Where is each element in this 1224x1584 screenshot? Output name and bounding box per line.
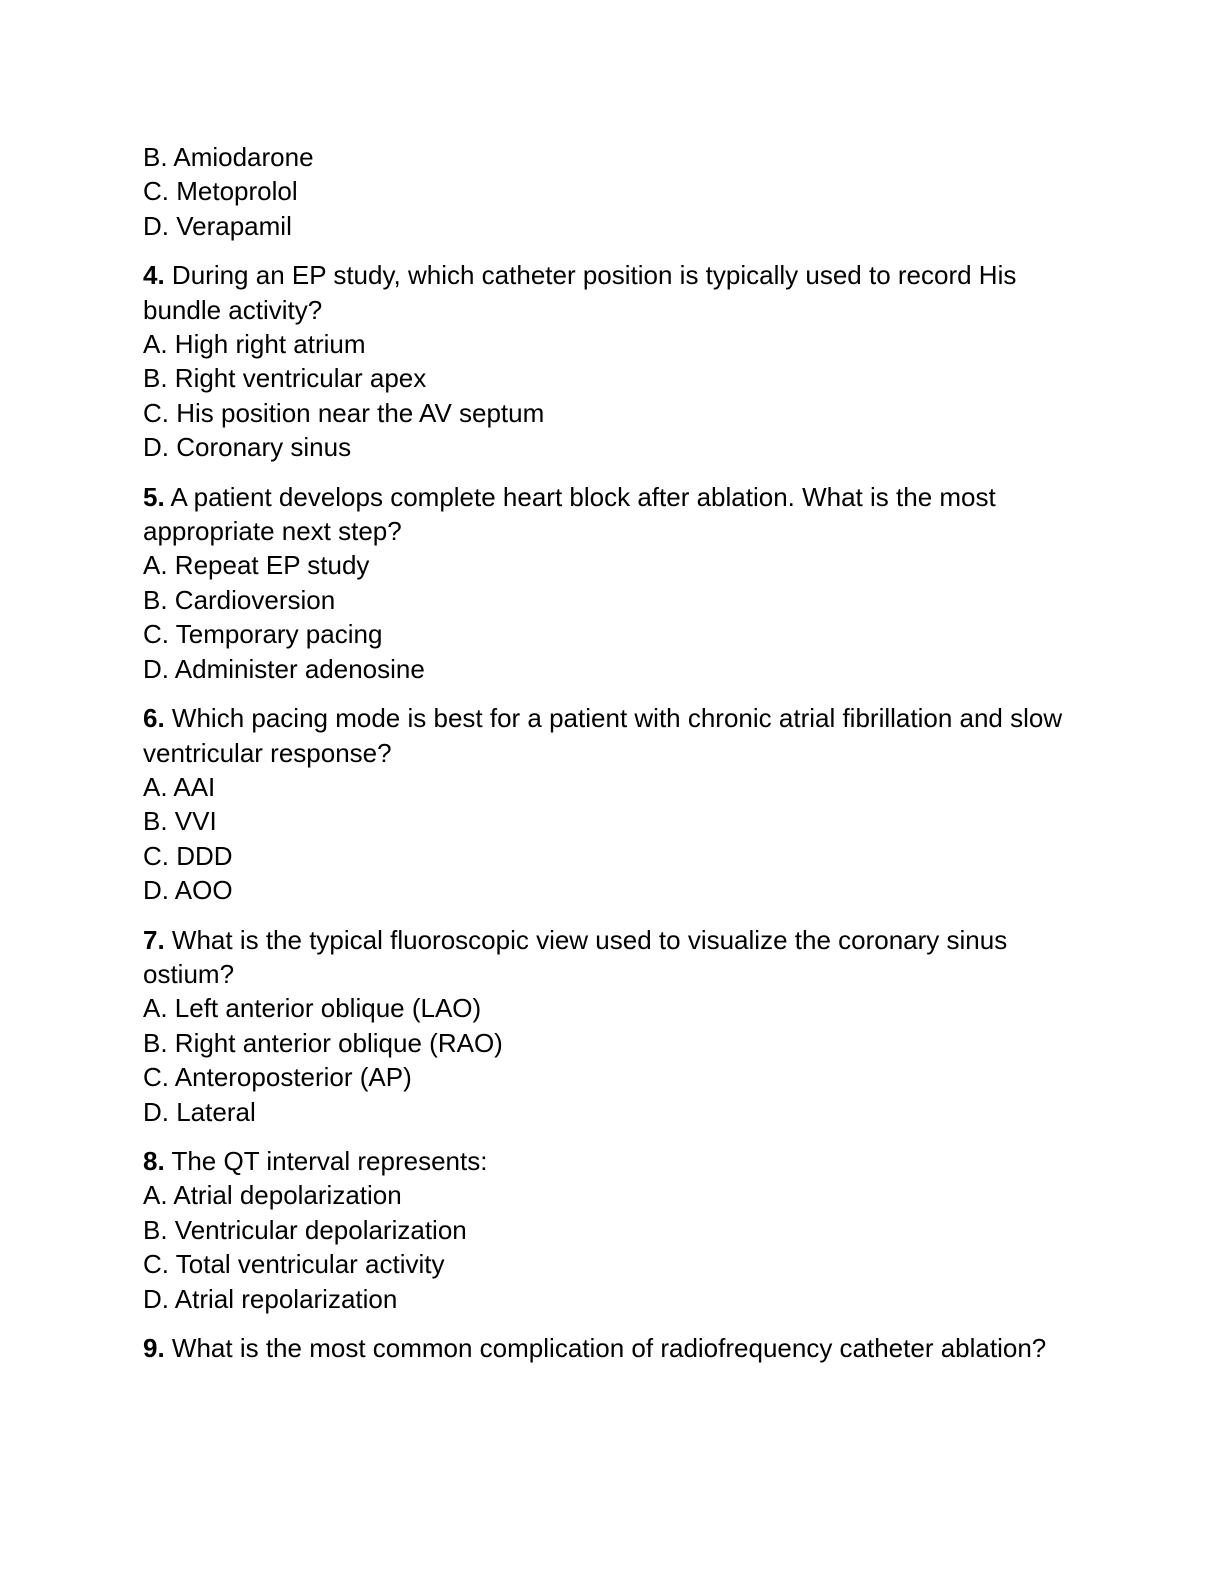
option: D. Verapamil xyxy=(143,210,292,241)
option: B. Cardioversion xyxy=(143,584,336,615)
question-text xyxy=(143,258,1083,327)
option: B. Right ventricular apex xyxy=(143,363,427,394)
continued-options xyxy=(143,140,1083,243)
question-9 xyxy=(143,1331,1083,1365)
question-number: 9. xyxy=(143,1333,165,1363)
question-number: 7. xyxy=(143,924,165,955)
option: C. His position near the AV septum xyxy=(143,397,545,428)
option: A. Atrial depolarization xyxy=(143,1180,402,1211)
option: B. Amiodarone xyxy=(143,142,314,172)
question-prompt: A patient develops complete heart block after ablation. What is the most appropriate next step? xyxy=(143,481,996,547)
option: A. Repeat EP study xyxy=(143,550,370,581)
option: B. VVI xyxy=(143,806,217,837)
question-prompt: The QT interval represents: xyxy=(171,1145,488,1176)
question-4 xyxy=(143,258,1083,464)
question-prompt: What is the typical fluoroscopic view used to visualize the coronary sinus ostium? xyxy=(143,924,1008,989)
question-8 xyxy=(143,1144,1083,1316)
question-text xyxy=(143,923,1083,992)
question-prompt: Which pacing mode is best for a patient with chronic atrial fibrillation and slow ventricular response? xyxy=(143,703,1063,768)
question-prompt: During an EP study, which catheter position is typically used to record His bundle activity? xyxy=(143,260,1017,325)
question-6 xyxy=(143,701,1083,907)
option: D. Atrial repolarization xyxy=(143,1283,398,1314)
question-text xyxy=(143,480,1083,549)
question-text xyxy=(143,1144,1083,1178)
question-prompt: What is the most common complication of radiofrequency catheter ablation? xyxy=(171,1333,1047,1363)
question-7 xyxy=(143,923,1083,1129)
question-number: 6. xyxy=(143,703,165,734)
option: C. Total ventricular activity xyxy=(143,1249,445,1280)
question-text xyxy=(143,1331,1083,1365)
option: D. AOO xyxy=(143,875,233,906)
option: A. Left anterior oblique (LAO) xyxy=(143,993,482,1024)
option: C. Anteroposterior (AP) xyxy=(143,1062,412,1093)
option: D. Coronary sinus xyxy=(143,432,352,463)
option: C. Metoprolol xyxy=(143,176,298,207)
question-number: 4. xyxy=(143,260,165,291)
option: C. Temporary pacing xyxy=(143,619,383,650)
option: A. AAI xyxy=(143,771,216,802)
question-number: 5. xyxy=(143,481,165,512)
option: B. Right anterior oblique (RAO) xyxy=(143,1027,503,1058)
option: C. DDD xyxy=(143,840,233,871)
document-page xyxy=(143,140,1083,1365)
option: B. Ventricular depolarization xyxy=(143,1214,467,1245)
question-number: 8. xyxy=(143,1145,165,1176)
option: A. High right atrium xyxy=(143,329,366,360)
question-5 xyxy=(143,480,1083,686)
question-text xyxy=(143,701,1083,770)
option: D. Lateral xyxy=(143,1096,256,1127)
option: D. Administer adenosine xyxy=(143,653,425,684)
